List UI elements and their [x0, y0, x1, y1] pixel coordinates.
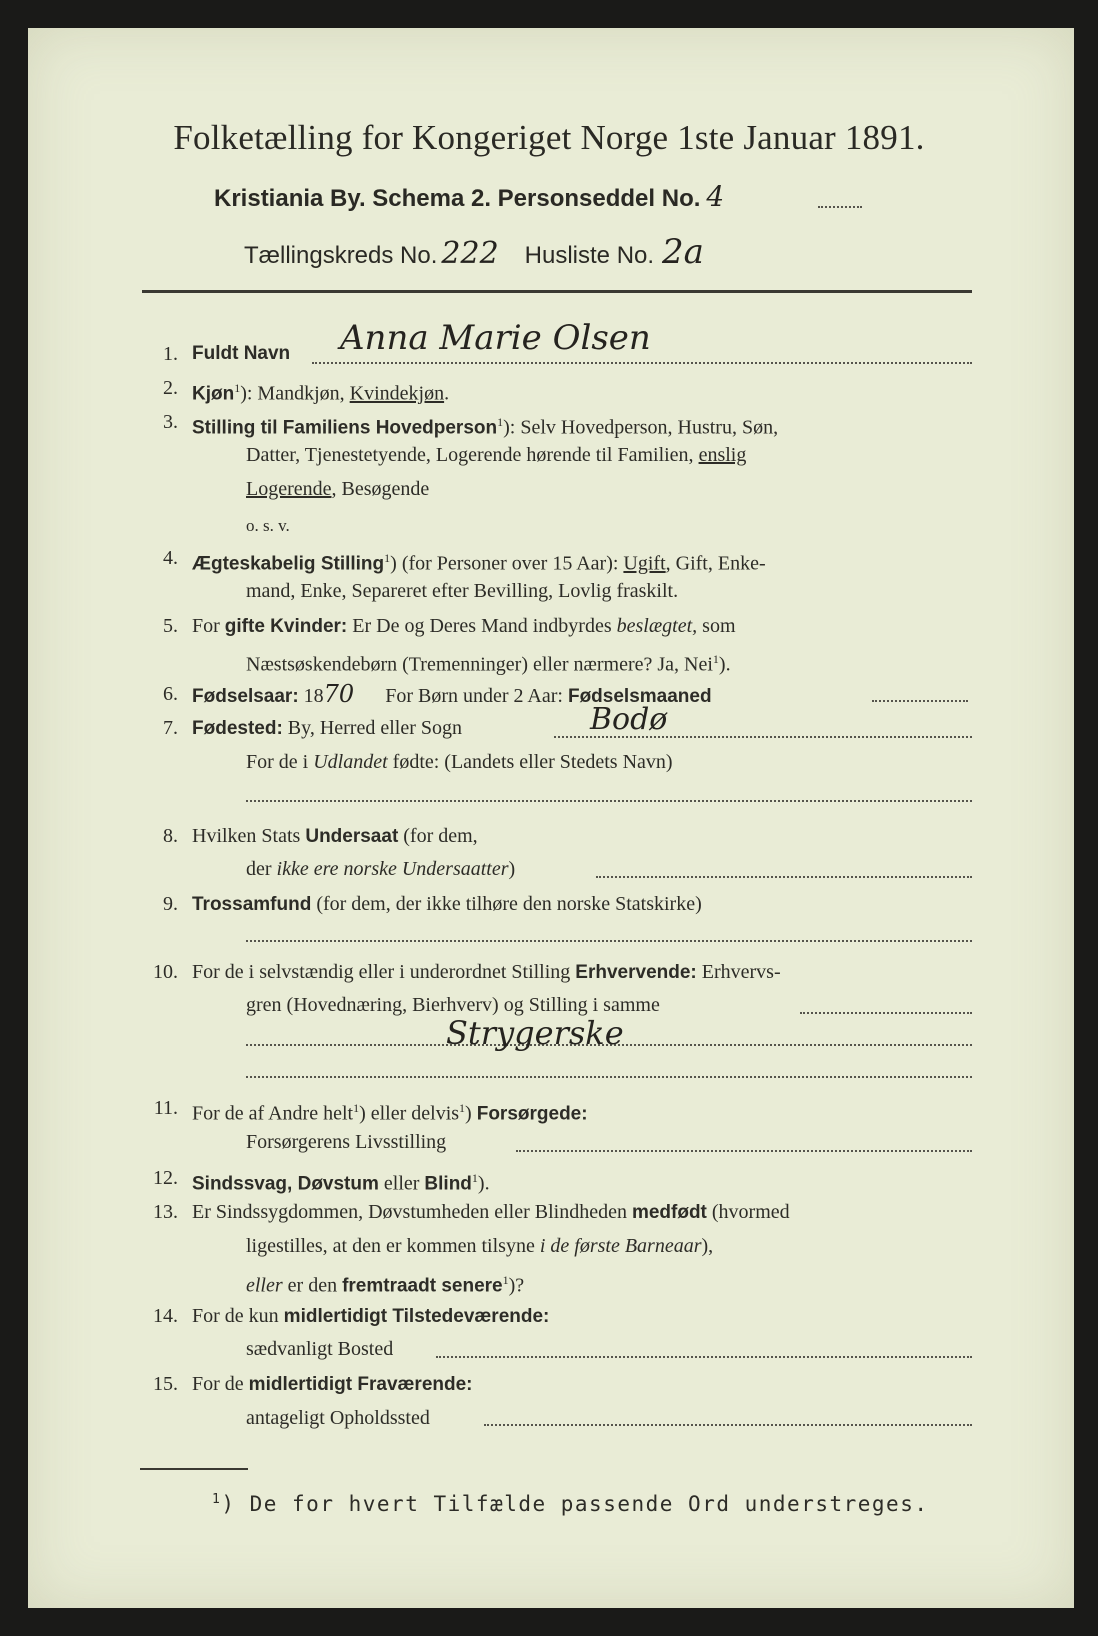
footnote-divider — [140, 1468, 248, 1470]
field-disability-onset-line3 — [246, 1268, 524, 1299]
footnote-mark: 1 — [212, 1492, 222, 1507]
field-text: For de — [192, 1373, 249, 1395]
dotted-line — [818, 206, 862, 208]
field-text: For de kun — [192, 1305, 284, 1327]
field-label: Sindssvag, Døvstum — [192, 1173, 379, 1195]
field-text: ligestilles, at den er kommen tilsyne — [246, 1235, 540, 1257]
field-text: Udlandet — [313, 751, 388, 773]
dotted-line — [800, 1012, 972, 1014]
field-number: 6. — [163, 683, 178, 705]
underlined-option: enslig — [698, 444, 747, 466]
footnote-mark: 1 — [712, 652, 719, 666]
footnote-mark: 1 — [234, 381, 241, 395]
field-label: Forsørgede: — [476, 1103, 588, 1125]
field-label: midlertidigt Tilstedeværende: — [283, 1306, 550, 1327]
field-text: For — [192, 615, 225, 637]
field-family-position-line2 — [246, 443, 746, 467]
field-number: 10. — [153, 961, 178, 983]
field-text: (for dem, — [398, 825, 478, 847]
dotted-line — [516, 1150, 972, 1152]
field-text: beslægtet, — [616, 615, 698, 637]
field-text: ikke ere norske Undersaatter — [276, 858, 509, 880]
header-divider — [142, 290, 972, 293]
field-label: Kjøn — [192, 383, 235, 405]
field-text: eller — [378, 1172, 425, 1195]
footnote-text: ) De for hvert Tilfælde passende Ord understreges. — [221, 1492, 929, 1516]
field-text: Hvilken Stats — [192, 825, 306, 847]
underlined-option: Ugift — [623, 552, 666, 575]
field-label: Fuldt Navn — [192, 343, 291, 364]
field-number: 12. — [153, 1167, 178, 1189]
field-number: 2. — [163, 377, 178, 399]
field-text: . — [444, 382, 450, 405]
field-text: For de af Andre helt — [192, 1102, 354, 1125]
field-label: Undersaat — [305, 826, 399, 847]
field-text: ) — [508, 858, 516, 880]
field-label: Fødselsmaaned — [567, 686, 712, 707]
field-family-position-line3 — [246, 477, 429, 501]
field-text: Er Sindssygdommen, Døvstumheden eller Blindheden — [192, 1201, 632, 1223]
field-text: )? — [508, 1274, 525, 1297]
field-text: ). — [477, 1172, 490, 1195]
footnote-mark: 1 — [353, 1101, 360, 1115]
field-label: Blind — [424, 1173, 472, 1195]
personseddel-number: 4 — [706, 180, 725, 213]
field-label: Trossamfund — [192, 894, 312, 915]
field-text: i de første Barneaar — [539, 1235, 702, 1257]
husliste-number: 2a — [662, 232, 704, 272]
field-text: 18 — [298, 685, 324, 707]
field-number: 7. — [163, 717, 178, 739]
field-birthplace-line2 — [246, 750, 673, 774]
field-label: Ægteskabelig Stilling — [192, 553, 385, 575]
field-number: 1. — [163, 343, 178, 365]
field-text: er den — [282, 1274, 343, 1297]
field-number: 3. — [163, 411, 178, 433]
field-text: Erhvervs- — [696, 961, 781, 983]
subtitle-prefix: Kristiania By. Schema 2. Personseddel No. — [214, 185, 701, 212]
field-label: medfødt — [631, 1202, 707, 1223]
field-text: ) (for Personer over 15 Aar): — [390, 552, 624, 575]
kreds-label: Tællingskreds No. — [244, 242, 438, 269]
field-label: fremtraadt senere — [342, 1275, 503, 1297]
field-text: For Børn under 2 Aar: — [380, 685, 568, 707]
field-temporary-present-line2: sædvanligt Bosted — [246, 1338, 394, 1360]
field-occupation-line2: gren (Hovednæring, Bierhverv) og Stilling i samme — [246, 994, 660, 1016]
dotted-line — [436, 1356, 972, 1358]
form-subtitle — [214, 180, 724, 213]
field-marital-status-line2: mand, Enke, Separeret efter Bevilling, Lovlig fraskilt. — [246, 580, 679, 602]
field-text: ). — [718, 653, 731, 676]
form-district-line — [244, 232, 704, 272]
field-text: Er De og Deres Mand indbyrdes — [347, 615, 617, 637]
dotted-line — [484, 1424, 972, 1426]
field-text: fødte: (Landets eller Stedets Navn) — [387, 751, 673, 773]
field-number: 11. — [153, 1097, 178, 1119]
field-citizenship-line2 — [246, 857, 515, 881]
field-label: Erhvervende: — [575, 962, 697, 983]
birthplace-value: Bodø — [590, 702, 668, 737]
field-text: som — [697, 615, 736, 637]
field-text: , Besøgende — [331, 478, 430, 500]
field-number: 4. — [163, 547, 178, 569]
birth-year-value: 70 — [323, 680, 355, 708]
dotted-line — [246, 940, 972, 942]
footnote-mark: 1 — [502, 1273, 509, 1287]
footnote-mark: 1 — [471, 1171, 478, 1185]
field-text: ): Mandkjøn, — [240, 382, 350, 405]
field-text: (hvormed — [706, 1201, 790, 1223]
field-text: ) eller delvis — [359, 1102, 460, 1125]
field-disability-onset-line2 — [246, 1234, 713, 1258]
dotted-line — [246, 800, 972, 802]
dotted-line — [596, 876, 972, 878]
field-text: By, Herred eller Sogn — [282, 717, 462, 739]
field-text: For de i selvstændig eller i underordnet Stilling — [192, 961, 576, 983]
field-text: (for dem, der ikke tilhøre den norske Statskirke) — [311, 893, 702, 915]
dotted-line — [872, 700, 968, 702]
field-family-position-line4: o. s. v. — [246, 516, 290, 535]
field-text: ) — [465, 1102, 477, 1125]
field-number: 9. — [163, 893, 178, 915]
field-text: ): Selv Hovedperson, Hustru, Søn, — [503, 416, 779, 439]
occupation-value: Strygerske — [446, 1014, 624, 1052]
field-label: Stilling til Familiens Hovedperson — [192, 417, 498, 439]
dotted-line — [312, 362, 972, 364]
husliste-label: Husliste No. — [524, 242, 655, 269]
field-temporary-absent-line2: antageligt Opholdssted — [246, 1407, 430, 1429]
dotted-line — [554, 736, 972, 738]
field-label: Fødested: — [192, 718, 283, 739]
field-number: 15. — [153, 1373, 178, 1395]
field-label: midlertidigt Fraværende: — [248, 1374, 473, 1395]
field-text: For de i — [246, 751, 314, 773]
field-label: Fødselsaar: — [192, 686, 299, 707]
field-text: eller — [246, 1274, 283, 1297]
underlined-option: Kvindekjøn — [349, 382, 445, 405]
full-name-value: Anna Marie Olsen — [340, 318, 651, 358]
field-text: Datter, Tjenestetyende, Logerende hørende til Familien, — [246, 444, 699, 466]
kreds-number: 222 — [441, 236, 499, 271]
field-married-women-line2 — [246, 647, 731, 677]
field-text: , Gift, Enke- — [665, 552, 766, 575]
field-number: 8. — [163, 825, 178, 847]
field-number: 13. — [153, 1201, 178, 1223]
form-title: Folketælling for Kongeriget Norge 1ste Januar 1891. — [173, 118, 925, 157]
dotted-line — [246, 1076, 972, 1078]
footnote — [212, 1492, 928, 1516]
field-number: 14. — [153, 1305, 178, 1327]
field-supported-line2: Forsørgerens Livsstilling — [246, 1131, 447, 1153]
underlined-option: Logerende — [246, 478, 332, 500]
field-text: ), — [701, 1235, 714, 1257]
footnote-mark: 1 — [497, 415, 504, 429]
field-label: gifte Kvinder: — [224, 616, 348, 637]
field-text: Næstsøskendebørn (Tremenninger) eller nærmere? Ja, Nei — [246, 653, 713, 676]
footnote-mark: 1 — [384, 551, 391, 565]
field-text: der — [246, 858, 277, 880]
footnote-mark: 1 — [459, 1101, 466, 1115]
field-number: 5. — [163, 615, 178, 637]
